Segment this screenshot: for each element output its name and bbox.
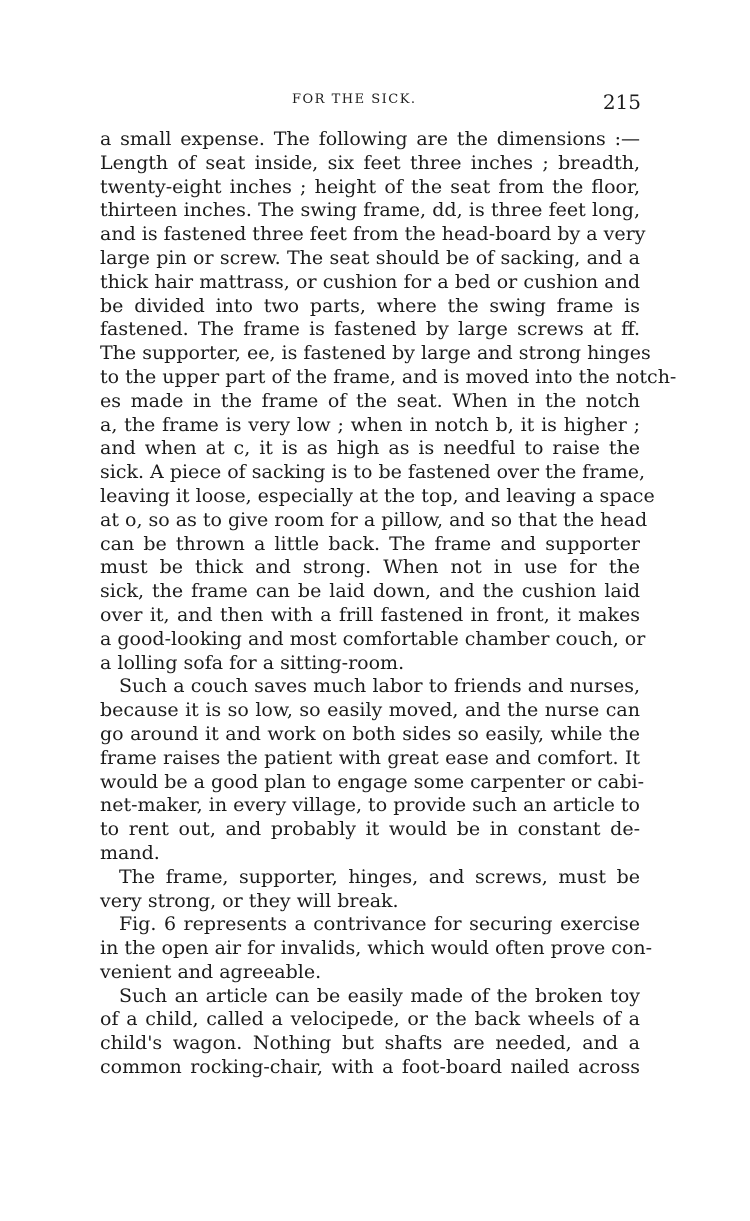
text-line: Such a couch saves much labor to friends and nurses, [119, 675, 640, 698]
text-line: mand. [100, 841, 160, 864]
text-line: child's wagon. Nothing but shafts are needed, and a [100, 1032, 640, 1055]
text-line: over it, and then with a frill fastened in front, it makes [100, 603, 640, 626]
text-line: a lolling sofa for a sitting-room. [100, 651, 405, 674]
text-line: The frame, supporter, hinges, and screws, must be [119, 865, 640, 888]
text-line: fastened. The frame is fastened by large screws at ff. [100, 318, 640, 341]
running-title: FOR THE SICK. [292, 92, 417, 107]
text-line: to the upper part of the frame, and is moved into the notch- [100, 365, 677, 388]
text-line: and when at c, it is as high as is needful to raise the [100, 437, 640, 460]
text-line: twenty-eight inches ; height of the seat from the floor, [100, 175, 640, 198]
text-line: can be thrown a little back. The frame and supporter [100, 532, 640, 555]
text-line: Length of seat inside, six feet three inches ; breadth, [100, 151, 640, 174]
text-line: be divided into two parts, where the swing frame is [100, 294, 640, 317]
text-line: es made in the frame of the seat. When in the notch [100, 389, 640, 412]
text-line: of a child, called a velocipede, or the back wheels of a [100, 1008, 640, 1031]
text-line: frame raises the patient with great ease and comfort. It [100, 746, 640, 769]
text-line: The supporter, ee, is fastened by large and strong hinges [100, 342, 651, 365]
text-line: a good-looking and most comfortable chamber couch, or [100, 627, 646, 650]
text-line: a small expense. The following are the dimensions :— [100, 128, 640, 150]
text-line: venient and agreeable. [100, 960, 322, 983]
body-text [100, 128, 677, 1080]
text-line: sick, the frame can be laid down, and the cushion laid [100, 580, 640, 603]
text-line: leaving it loose, especially at the top, and leaving a space [100, 484, 655, 507]
text-line: net-maker, in every village, to provide such an article to [100, 794, 640, 817]
text-line: and is fastened three feet from the head-board by a very [100, 223, 646, 246]
text-line: Such an article can be easily made of the broken toy [119, 984, 640, 1007]
text-line: in the open air for invalids, which would often prove con- [100, 937, 653, 960]
running-head [100, 88, 645, 118]
page-number: 215 [602, 90, 641, 114]
text-line: would be a good plan to engage some carpenter or cabi- [100, 770, 645, 793]
text-line: thirteen inches. The swing frame, dd, is three feet long, [100, 199, 640, 222]
text-line: large pin or screw. The seat should be of sacking, and a [100, 246, 640, 269]
text-line: go around it and work on both sides so easily, while the [100, 722, 640, 745]
text-line: thick hair mattrass, or cushion for a bed or cushion and [100, 270, 640, 293]
text-line: very strong, or they will break. [100, 889, 399, 912]
text-line: to rent out, and probably it would be in constant de- [100, 818, 640, 841]
text-line: at o, so as to give room for a pillow, and so that the head [100, 508, 648, 531]
text-line: a, the frame is very low ; when in notch b, it is higher ; [100, 413, 640, 436]
text-line: Fig. 6 represents a contrivance for securing exercise [119, 913, 640, 936]
text-line: common rocking-chair, with a foot-board nailed across [100, 1056, 640, 1079]
text-line: sick. A piece of sacking is to be fastened over the frame, [100, 461, 646, 484]
text-line: must be thick and strong. When not in use for the [100, 556, 640, 579]
text-line: because it is so low, so easily moved, and the nurse can [100, 699, 640, 722]
